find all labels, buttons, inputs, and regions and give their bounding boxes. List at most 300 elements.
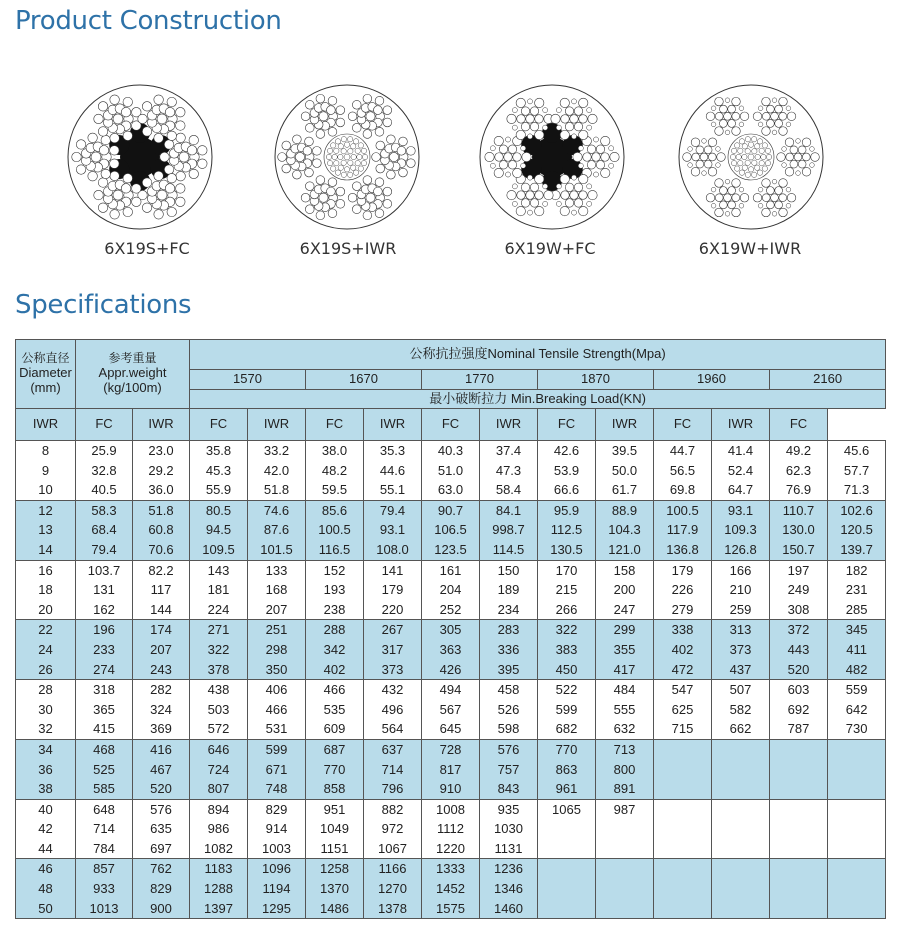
value-cell: 274 [76, 660, 133, 680]
value-cell: 69.8 [654, 480, 712, 500]
value-cell: 365 [76, 700, 133, 720]
product-construction-title: Product Construction [15, 6, 282, 36]
value-cell: 35.8 [190, 441, 248, 461]
value-cell: 150.7 [770, 540, 828, 560]
value-cell: 494 [422, 680, 480, 700]
table-row [16, 540, 886, 560]
value-cell: 961 [538, 779, 596, 799]
value-cell: 1295 [248, 899, 306, 919]
table-row [16, 640, 886, 660]
value-cell: 467 [133, 760, 190, 780]
strength-2160: 2160 [770, 370, 886, 390]
diameter-cell: 14 [16, 540, 76, 560]
value-cell: 567 [422, 700, 480, 720]
value-cell: 472 [654, 660, 712, 680]
value-cell [828, 799, 886, 819]
value-cell: 133 [248, 560, 306, 580]
value-cell [770, 779, 828, 799]
value-cell: 252 [422, 600, 480, 620]
value-cell: 64.7 [712, 480, 770, 500]
weight-header-unit: (kg/100m) [103, 379, 162, 395]
table-row [16, 480, 886, 500]
value-cell: 1183 [190, 859, 248, 879]
value-cell [770, 819, 828, 839]
value-cell: 432 [364, 680, 422, 700]
value-cell: 193 [306, 580, 364, 600]
value-cell: 1112 [422, 819, 480, 839]
value-cell [538, 879, 596, 899]
value-cell [770, 839, 828, 859]
value-cell: 106.5 [422, 520, 480, 540]
value-cell: 406 [248, 680, 306, 700]
sub-header-fc: FC [306, 409, 364, 441]
value-cell: 564 [364, 719, 422, 739]
value-cell: 224 [190, 600, 248, 620]
table-row [16, 680, 886, 700]
value-cell: 599 [538, 700, 596, 720]
value-cell [712, 879, 770, 899]
value-cell: 728 [422, 739, 480, 759]
value-cell: 283 [480, 620, 538, 640]
value-cell: 52.4 [712, 461, 770, 481]
value-cell: 59.5 [306, 480, 364, 500]
value-cell: 305 [422, 620, 480, 640]
value-cell: 1194 [248, 879, 306, 899]
diameter-cell: 10 [16, 480, 76, 500]
value-cell: 1065 [538, 799, 596, 819]
value-cell: 1346 [480, 879, 538, 899]
value-cell: 632 [596, 719, 654, 739]
value-cell: 299 [596, 620, 654, 640]
table-row [16, 560, 886, 580]
specifications-table [15, 339, 886, 919]
value-cell: 55.1 [364, 480, 422, 500]
diameter-cell: 48 [16, 879, 76, 899]
diameter-cell: 24 [16, 640, 76, 660]
value-cell: 603 [770, 680, 828, 700]
diameter-header-en: Diameter [19, 364, 72, 380]
value-cell: 770 [538, 739, 596, 759]
value-cell [828, 779, 886, 799]
sub-header-iwr: IWR [364, 409, 422, 441]
table-row [16, 500, 886, 520]
value-cell: 189 [480, 580, 538, 600]
value-cell: 714 [364, 760, 422, 780]
table-row [16, 859, 886, 879]
value-cell: 748 [248, 779, 306, 799]
value-cell [770, 760, 828, 780]
value-cell: 998.7 [480, 520, 538, 540]
value-cell: 378 [190, 660, 248, 680]
value-cell: 609 [306, 719, 364, 739]
value-cell: 1166 [364, 859, 422, 879]
value-cell [712, 859, 770, 879]
value-cell: 525 [76, 760, 133, 780]
value-cell: 687 [306, 739, 364, 759]
value-cell [596, 859, 654, 879]
diameter-cell: 9 [16, 461, 76, 481]
value-cell [770, 799, 828, 819]
value-cell: 697 [133, 839, 190, 859]
value-cell: 635 [133, 819, 190, 839]
value-cell: 415 [76, 719, 133, 739]
value-cell: 126.8 [712, 540, 770, 560]
value-cell: 94.5 [190, 520, 248, 540]
value-cell: 158 [596, 560, 654, 580]
table-row [16, 819, 886, 839]
value-cell: 51.0 [422, 461, 480, 481]
value-cell: 645 [422, 719, 480, 739]
value-cell: 141 [364, 560, 422, 580]
table-row [16, 879, 886, 899]
value-cell: 215 [538, 580, 596, 600]
diameter-cell: 18 [16, 580, 76, 600]
breaking-load-header: 最小破断拉力 Min.Breaking Load(KN) [190, 390, 886, 409]
diameter-cell: 26 [16, 660, 76, 680]
sub-header-fc: FC [538, 409, 596, 441]
value-cell: 74.6 [248, 500, 306, 520]
value-cell: 443 [770, 640, 828, 660]
value-cell: 1258 [306, 859, 364, 879]
strength-1770: 1770 [422, 370, 538, 390]
value-cell: 318 [76, 680, 133, 700]
value-cell: 1575 [422, 899, 480, 919]
diameter-cell: 46 [16, 859, 76, 879]
value-cell [770, 739, 828, 759]
diameter-cell: 50 [16, 899, 76, 919]
value-cell: 395 [480, 660, 538, 680]
value-cell: 85.6 [306, 500, 364, 520]
value-cell [596, 899, 654, 919]
value-cell: 259 [712, 600, 770, 620]
strength-1670: 1670 [306, 370, 422, 390]
value-cell: 109.5 [190, 540, 248, 560]
value-cell: 70.6 [133, 540, 190, 560]
rope-cross-section-6x19s-iwr-icon [272, 82, 422, 232]
value-cell: 130.5 [538, 540, 596, 560]
value-cell [712, 819, 770, 839]
value-cell: 987 [596, 799, 654, 819]
value-cell: 468 [76, 739, 133, 759]
value-cell: 363 [422, 640, 480, 660]
sub-header-iwr: IWR [712, 409, 770, 441]
value-cell: 114.5 [480, 540, 538, 560]
value-cell: 29.2 [133, 461, 190, 481]
value-cell: 170 [538, 560, 596, 580]
value-cell: 807 [190, 779, 248, 799]
value-cell [654, 879, 712, 899]
value-cell: 426 [422, 660, 480, 680]
sub-header-fc: FC [422, 409, 480, 441]
weight-header-en: Appr.weight [98, 364, 167, 380]
value-cell: 102.6 [828, 500, 886, 520]
value-cell: 417 [596, 660, 654, 680]
value-cell: 63.0 [422, 480, 480, 500]
value-cell: 1131 [480, 839, 538, 859]
value-cell: 271 [190, 620, 248, 640]
rope-label-6x19w-fc: 6X19W+FC [504, 239, 596, 258]
value-cell: 496 [364, 700, 422, 720]
value-cell: 724 [190, 760, 248, 780]
value-cell: 288 [306, 620, 364, 640]
value-cell: 282 [133, 680, 190, 700]
weight-header [76, 340, 190, 409]
value-cell: 411 [828, 640, 886, 660]
value-cell: 233 [76, 640, 133, 660]
value-cell: 458 [480, 680, 538, 700]
value-cell: 1003 [248, 839, 306, 859]
value-cell: 87.6 [248, 520, 306, 540]
value-cell: 110.7 [770, 500, 828, 520]
diameter-cell: 12 [16, 500, 76, 520]
value-cell: 484 [596, 680, 654, 700]
value-cell: 210 [712, 580, 770, 600]
value-cell: 116.5 [306, 540, 364, 560]
value-cell: 220 [364, 600, 422, 620]
value-cell: 207 [133, 640, 190, 660]
value-cell: 62.3 [770, 461, 828, 481]
value-cell [596, 879, 654, 899]
value-cell: 1378 [364, 899, 422, 919]
value-cell: 637 [364, 739, 422, 759]
value-cell: 345 [828, 620, 886, 640]
value-cell: 598 [480, 719, 538, 739]
value-cell: 317 [364, 640, 422, 660]
specifications-title: Specifications [15, 290, 192, 320]
value-cell [538, 819, 596, 839]
value-cell: 179 [364, 580, 422, 600]
value-cell: 757 [480, 760, 538, 780]
value-cell [654, 859, 712, 879]
value-cell: 139.7 [828, 540, 886, 560]
value-cell: 531 [248, 719, 306, 739]
diameter-cell: 36 [16, 760, 76, 780]
value-cell: 933 [76, 879, 133, 899]
value-cell: 61.7 [596, 480, 654, 500]
value-cell: 662 [712, 719, 770, 739]
value-cell: 1096 [248, 859, 306, 879]
value-cell: 249 [770, 580, 828, 600]
value-cell: 350 [248, 660, 306, 680]
rope-cross-section-6x19w-iwr-icon [676, 82, 826, 232]
value-cell: 95.9 [538, 500, 596, 520]
value-cell: 88.9 [596, 500, 654, 520]
value-cell: 520 [133, 779, 190, 799]
value-cell: 437 [712, 660, 770, 680]
rope-cross-section-6x19s-fc-icon [65, 82, 215, 232]
value-cell: 23.0 [133, 441, 190, 461]
value-cell: 144 [133, 600, 190, 620]
value-cell [712, 760, 770, 780]
value-cell [538, 839, 596, 859]
value-cell: 951 [306, 799, 364, 819]
value-cell: 44.7 [654, 441, 712, 461]
value-cell [654, 739, 712, 759]
value-cell: 168 [248, 580, 306, 600]
value-cell: 1049 [306, 819, 364, 839]
value-cell [654, 839, 712, 859]
diameter-cell: 40 [16, 799, 76, 819]
table-row [16, 779, 886, 799]
value-cell: 671 [248, 760, 306, 780]
table-row [16, 441, 886, 461]
value-cell: 526 [480, 700, 538, 720]
value-cell: 858 [306, 779, 364, 799]
value-cell: 882 [364, 799, 422, 819]
value-cell: 800 [596, 760, 654, 780]
value-cell: 1397 [190, 899, 248, 919]
value-cell: 100.5 [306, 520, 364, 540]
value-cell: 55.9 [190, 480, 248, 500]
value-cell: 714 [76, 819, 133, 839]
value-cell: 251 [248, 620, 306, 640]
value-cell: 51.8 [248, 480, 306, 500]
value-cell: 182 [828, 560, 886, 580]
diameter-cell: 34 [16, 739, 76, 759]
value-cell: 36.0 [133, 480, 190, 500]
diameter-cell: 20 [16, 600, 76, 620]
sub-header-iwr: IWR [248, 409, 306, 441]
value-cell: 181 [190, 580, 248, 600]
value-cell: 1236 [480, 859, 538, 879]
value-cell: 787 [770, 719, 828, 739]
value-cell: 179 [654, 560, 712, 580]
value-cell: 1008 [422, 799, 480, 819]
value-cell: 692 [770, 700, 828, 720]
value-cell: 285 [828, 600, 886, 620]
value-cell: 82.2 [133, 560, 190, 580]
value-cell: 559 [828, 680, 886, 700]
value-cell: 863 [538, 760, 596, 780]
value-cell: 1030 [480, 819, 538, 839]
table-row [16, 719, 886, 739]
value-cell: 45.3 [190, 461, 248, 481]
value-cell: 60.8 [133, 520, 190, 540]
value-cell: 369 [133, 719, 190, 739]
value-cell: 308 [770, 600, 828, 620]
value-cell: 576 [480, 739, 538, 759]
value-cell: 322 [538, 620, 596, 640]
value-cell: 642 [828, 700, 886, 720]
value-cell: 555 [596, 700, 654, 720]
value-cell: 117 [133, 580, 190, 600]
value-cell [596, 819, 654, 839]
value-cell: 238 [306, 600, 364, 620]
value-cell: 117.9 [654, 520, 712, 540]
value-cell: 466 [248, 700, 306, 720]
table-row [16, 620, 886, 640]
value-cell [828, 879, 886, 899]
table-row [16, 799, 886, 819]
value-cell: 338 [654, 620, 712, 640]
value-cell: 383 [538, 640, 596, 660]
value-cell: 522 [538, 680, 596, 700]
value-cell: 466 [306, 680, 364, 700]
value-cell: 196 [76, 620, 133, 640]
table-row [16, 660, 886, 680]
value-cell: 914 [248, 819, 306, 839]
value-cell [828, 899, 886, 919]
value-cell: 342 [306, 640, 364, 660]
value-cell: 33.2 [248, 441, 306, 461]
value-cell: 71.3 [828, 480, 886, 500]
value-cell: 585 [76, 779, 133, 799]
value-cell: 121.0 [596, 540, 654, 560]
value-cell: 355 [596, 640, 654, 660]
table-row [16, 739, 886, 759]
value-cell: 715 [654, 719, 712, 739]
value-cell: 49.2 [770, 441, 828, 461]
table-row [16, 461, 886, 481]
value-cell: 402 [306, 660, 364, 680]
strength-1960: 1960 [654, 370, 770, 390]
value-cell: 972 [364, 819, 422, 839]
sub-header-fc: FC [654, 409, 712, 441]
value-cell: 56.5 [654, 461, 712, 481]
value-cell [654, 779, 712, 799]
value-cell: 324 [133, 700, 190, 720]
value-cell: 279 [654, 600, 712, 620]
value-cell [712, 799, 770, 819]
value-cell: 247 [596, 600, 654, 620]
value-cell: 576 [133, 799, 190, 819]
value-cell: 1082 [190, 839, 248, 859]
value-cell: 373 [364, 660, 422, 680]
value-cell: 44.6 [364, 461, 422, 481]
value-cell [828, 739, 886, 759]
value-cell: 648 [76, 799, 133, 819]
value-cell: 1220 [422, 839, 480, 859]
value-cell: 910 [422, 779, 480, 799]
value-cell: 843 [480, 779, 538, 799]
value-cell: 784 [76, 839, 133, 859]
value-cell: 40.5 [76, 480, 133, 500]
value-cell: 891 [596, 779, 654, 799]
value-cell: 857 [76, 859, 133, 879]
value-cell: 336 [480, 640, 538, 660]
value-cell: 817 [422, 760, 480, 780]
strength-1870: 1870 [538, 370, 654, 390]
value-cell: 112.5 [538, 520, 596, 540]
diameter-cell: 16 [16, 560, 76, 580]
value-cell: 45.6 [828, 441, 886, 461]
rope-label-6x19w-iwr: 6X19W+IWR [698, 239, 802, 258]
value-cell: 770 [306, 760, 364, 780]
value-cell: 450 [538, 660, 596, 680]
value-cell [770, 879, 828, 899]
value-cell: 547 [654, 680, 712, 700]
value-cell: 416 [133, 739, 190, 759]
value-cell: 104.3 [596, 520, 654, 540]
value-cell: 207 [248, 600, 306, 620]
value-cell: 582 [712, 700, 770, 720]
value-cell [770, 899, 828, 919]
diameter-cell: 38 [16, 779, 76, 799]
value-cell [538, 899, 596, 919]
diameter-cell: 42 [16, 819, 76, 839]
value-cell: 76.9 [770, 480, 828, 500]
value-cell: 372 [770, 620, 828, 640]
sub-header-iwr: IWR [480, 409, 538, 441]
value-cell: 103.7 [76, 560, 133, 580]
diameter-header-cn: 公称直径 [21, 351, 70, 366]
value-cell: 100.5 [654, 500, 712, 520]
table-row [16, 580, 886, 600]
value-cell [828, 760, 886, 780]
value-cell: 51.8 [133, 500, 190, 520]
value-cell: 1067 [364, 839, 422, 859]
value-cell: 58.4 [480, 480, 538, 500]
